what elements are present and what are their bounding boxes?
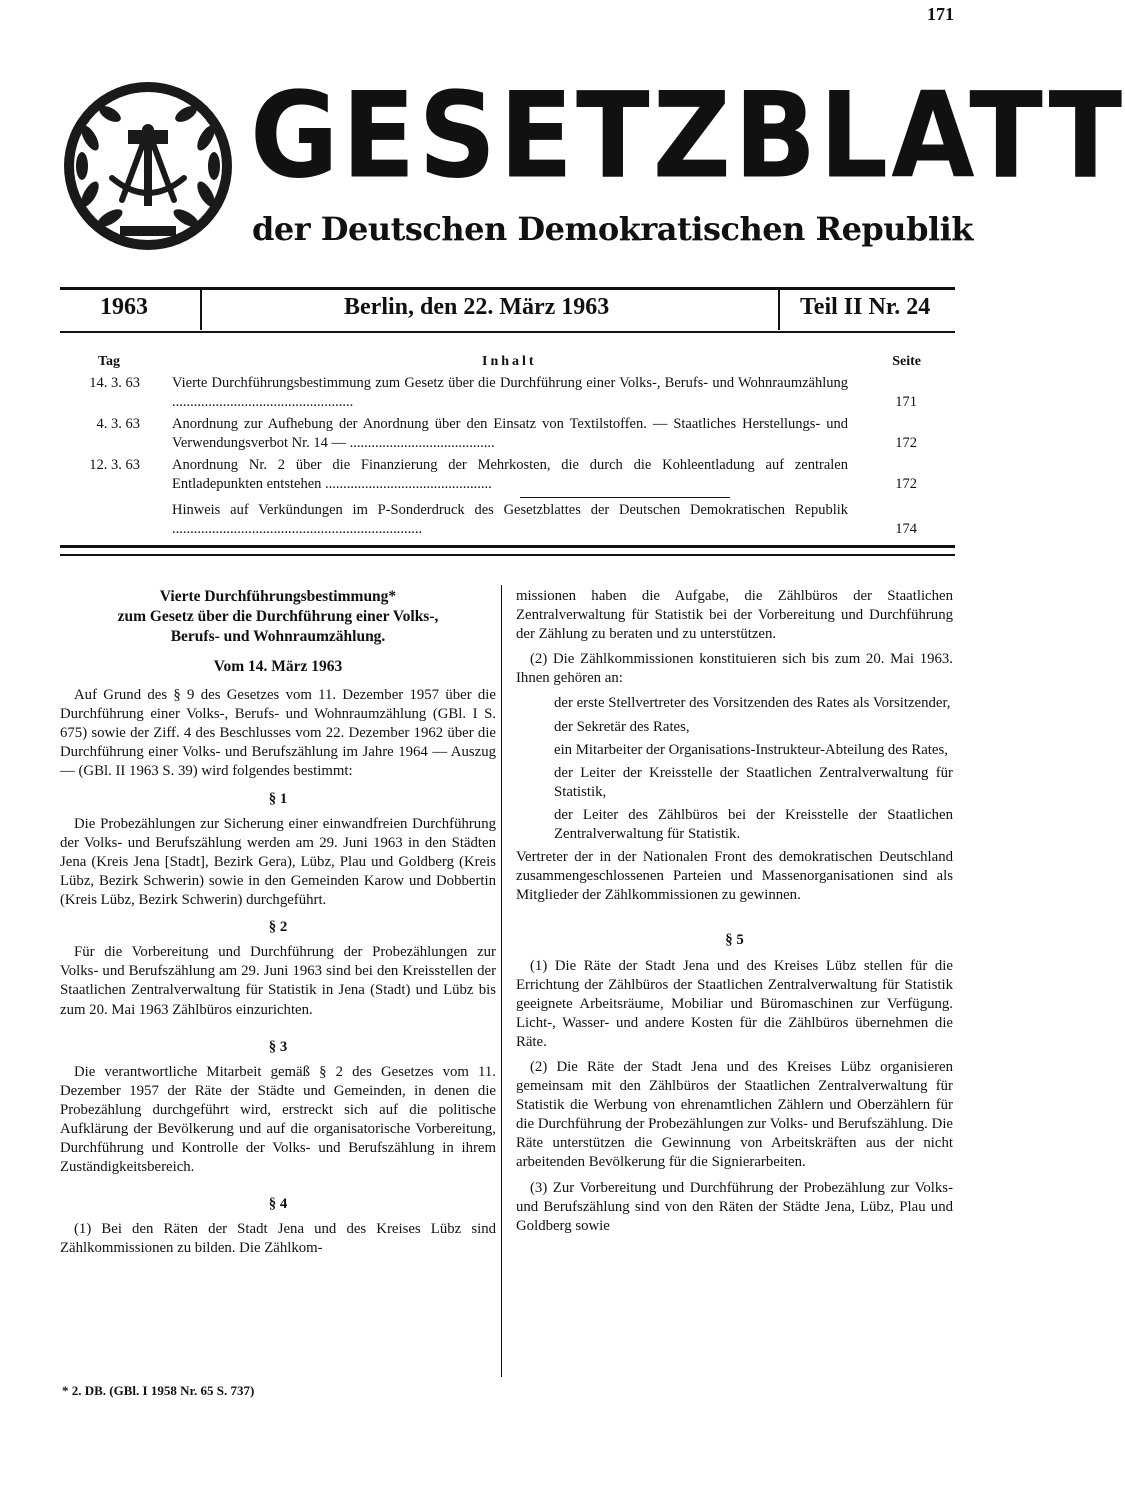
article-title-line: zum Gesetz über die Durchführung einer Volks-, [117, 608, 439, 625]
article-title-line: Vierte Durchführungsbestimmung* [159, 588, 397, 605]
article-title-line: Berufs- und Wohnraumzählung. [170, 628, 386, 645]
toc-date: 12. 3. 63 [89, 457, 140, 473]
section-4-para-3: Vertreter der in der Nationalen Front des demokratischen Deutschland zusammengeschlossenen Parteien und Massenorganisationen sind als Mitglieder der Zählkommissionen zu gewinnen. [516, 849, 953, 904]
masthead-subtitle: der Deutschen Demokratischen Republik [252, 210, 973, 248]
toc-note-page: 174 [895, 521, 917, 537]
footnote: * 2. DB. (GBl. I 1958 Nr. 65 S. 737) [62, 1383, 255, 1398]
toc-end-rule [60, 545, 955, 556]
section-5-para-3: (3) Zur Vorbereitung und Durchführung der Probezählung zur Volks- und Berufszählung sind von den Räten der Städte Jena, Lübz, Plau und Goldberg sowie [516, 1179, 953, 1234]
issue-part: Teil II Nr. 24 [800, 294, 931, 320]
toc-separator [520, 497, 730, 498]
section-4-para-1-cont: missionen haben die Aufgabe, die Zählbüros der Staatlichen Zentralverwaltung für Statistik bei der Vorbereitung und Durchführung der Zählung zu beraten und zu unterstützen. [516, 588, 953, 643]
toc-header [60, 352, 955, 374]
member-item: der Leiter der Kreisstelle der Staatlichen Zentralverwaltung für Statistik, [554, 764, 953, 800]
article-title [60, 587, 496, 647]
section-5-para-1: (1) Die Räte der Stadt Jena und des Kreises Lübz stellen für die Errichtung der Zählbüros der Staatlichen Zentralverwaltung für Statistik geeignete Arbeitsräume, Mobiliar und Büromaschinen zur Verfügung. Licht-, Wasser- und andere Kosten für die Zählbüros übernehmen die Räte. [516, 957, 953, 1050]
toc-page: 172 [895, 476, 917, 492]
section-heading: § 5 [725, 932, 744, 949]
toc-page: 171 [895, 394, 917, 410]
toc-col-inhalt: Inhalt [482, 354, 537, 369]
member-item: der Sekretär des Rates, [554, 718, 690, 735]
divider [200, 290, 202, 330]
section-heading: § 3 [268, 1038, 288, 1055]
toc-text: Vierte Durchführungsbestimmung zum Gesetz über die Durchführung einer Volks-, Berufs- und Wohnraumzählung .................................................. [172, 375, 848, 410]
left-column [60, 587, 496, 1265]
section-1-text: Die Probezählungen zur Sicherung einer einwandfreien Durchführung der Volks- und Berufszählung werden am 29. Juni 1963 in den Städten Jena (Kreis Jena [Stadt], Bezirk Gera), Lübz, Plau und Goldberg (Kreis Lübz, Bezirk Schwerin) sowie in den Gemeinden Karow und Dobbertin (Kreis Lübz, Bezirk Schwerin) durchgeführt. [60, 815, 496, 909]
toc-text: Anordnung zur Aufhebung der Anordnung über den Einsatz von Textilstoffen. — Staatliches Herstellungs- und Verwendungsverbot Nr. 14 — ........................................ [172, 416, 848, 451]
preamble: Auf Grund des § 9 des Gesetzes vom 11. Dezember 1957 über die Durchführung einer Volks-, Berufs- und Wohnraumzählung (GBl. I S. 675) sowie der Ziff. 4 des Beschlusses vom 22. Dezember 1962 über die Durchführung einer Volks- und Berufszählung im Jahre 1964 — Auszug — (GBl. II 1963 S. 39) wird folgendes bestimmt: [60, 687, 496, 780]
toc-note[interactable] [60, 501, 955, 539]
toc-entry[interactable] [60, 374, 955, 412]
issue-date: Berlin, den 22. März 1963 [344, 294, 610, 320]
gdr-emblem [60, 78, 236, 254]
issue-year: 1963 [100, 294, 148, 320]
toc-page: 172 [895, 435, 917, 451]
toc-col-seite: Seite [892, 354, 921, 369]
toc-note-text: Hinweis auf Verkündungen im P-Sonderdruck des Gesetzblattes der Deutschen Demokratischen Republik ..................................................................... [172, 502, 848, 537]
article-date: Vom 14. März 1963 [213, 658, 343, 675]
toc-col-tag: Tag [98, 354, 121, 369]
rule [60, 287, 955, 290]
issue-bar [60, 287, 955, 333]
section-4-para-2: (2) Die Zählkommissionen konstituieren sich bis zum 20. Mai 1963. Ihnen gehören an: [516, 651, 953, 687]
toc-entry[interactable] [60, 456, 955, 494]
page-number: 171 [927, 4, 954, 24]
member-item: der erste Stellvertreter des Vorsitzenden des Rates als Vorsitzender, [554, 695, 951, 712]
table-of-contents [60, 352, 955, 556]
section-2-text: Für die Vorbereitung und Durchführung der Probezählungen zur Volks- und Berufszählung am 29. Juni 1963 sind bei den Kreisstellen der Staatlichen Zentralverwaltung für Statistik in Jena (Stadt) und Lübz bis zum 20. Mai 1963 Zählbüros einzurichten. [60, 944, 496, 1018]
section-3-text: Die verantwortliche Mitarbeit gemäß § 2 des Gesetzes vom 11. Dezember 1957 der Räte der Städte und Gemeinden, in denen die Probezählung durchgeführt wird, erstreckt sich auf die politische Aufklärung der Bevölkerung und auf die organisatorische Vorbereitung, Durchführung und Kontrolle der Volks- und Berufszählung in ihrem Zuständigkeitsbereich. [60, 1063, 496, 1176]
toc-date: 14. 3. 63 [89, 375, 140, 391]
member-item: der Leiter des Zählbüros bei der Kreisstelle der Staatlichen Zentralverwaltung für Statistik. [554, 806, 953, 843]
section-heading: § 1 [268, 790, 288, 807]
section-heading: § 2 [268, 919, 288, 936]
column-divider [501, 585, 502, 1377]
rule [60, 331, 955, 333]
section-heading: § 4 [268, 1196, 288, 1213]
toc-date: 4. 3. 63 [96, 416, 140, 432]
section-4-para-1: (1) Bei den Räten der Stadt Jena und des Kreises Lübz sind Zählkommissionen zu bilden. Die Zählkom- [60, 1221, 496, 1257]
right-column [516, 587, 953, 1242]
toc-entry[interactable] [60, 415, 955, 453]
divider [778, 290, 780, 330]
section-5-para-2: (2) Die Räte der Stadt Jena und des Kreises Lübz organisieren gemeinsam mit den Zählbüros der Staatlichen Zentralverwaltung für Statistik die Werbung von ehrenamtlichen Zählern und Oberzählern für die Durchführung der Probezählungen zur Volks- und Berufszählung. Die Räte unterstützen die Gewinnung von Arbeitskräften aus der nicht arbeitenden Bevölkerung für die Signierarbeiten. [516, 1058, 953, 1171]
member-item: ein Mitarbeiter der Organisations-Instrukteur-Abteilung des Rates, [554, 741, 948, 758]
toc-text: Anordnung Nr. 2 über die Finanzierung der Mehrkosten, die durch die Kohleentladung auf zentralen Entladepunkten entstehen .............................................. [172, 457, 848, 492]
masthead-title: GESETZBLATT [250, 67, 1125, 206]
